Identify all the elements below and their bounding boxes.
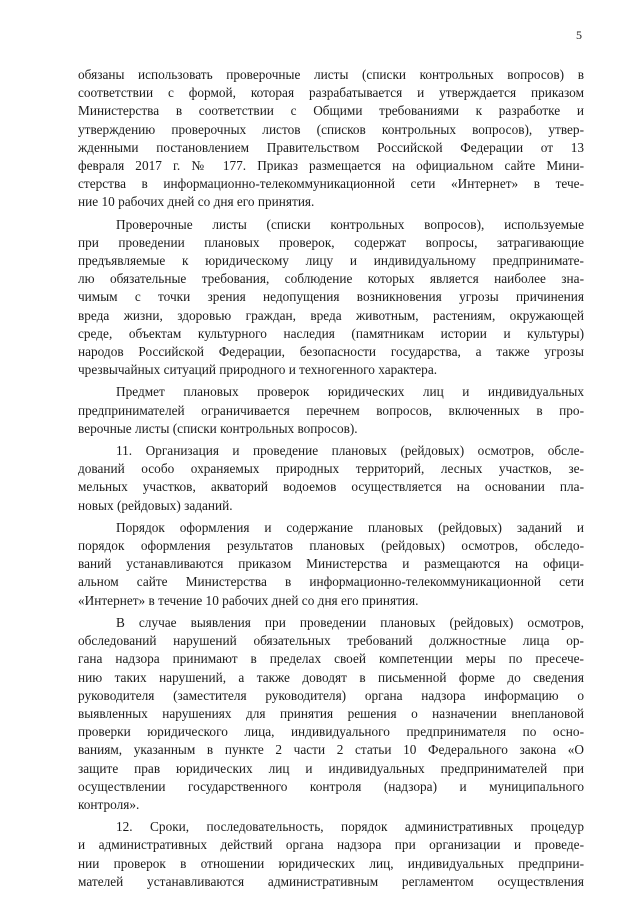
text-line: Проверочные листы (списки контрольных вопросов), используемые — [116, 216, 584, 232]
text-line: В случае выявления при проведении плановых (рейдовых) осмотров, — [116, 614, 584, 630]
text-line: февраля 2017 г. № 177. Приказ размещается на официальном сайте Мини- — [78, 158, 584, 174]
text-line: чрезвычайных ситуаций природного и техногенного характера. — [78, 362, 438, 378]
text-line: нию таких нарушений, а также доводят в письменной форме до сведения — [78, 669, 584, 685]
text-line: осуществлении государственного контроля (надзора) и муниципального — [78, 778, 584, 794]
paragraph — [78, 216, 584, 380]
text-line: проверки юридического лица, индивидуального предпринимателя по осно- — [78, 724, 584, 740]
text-line: при проведении плановых проверок, содержат вопросы, затрагивающие — [78, 234, 584, 250]
text-line: обязаны использовать проверочные листы (списки контрольных вопросов) в — [78, 67, 584, 82]
text-line: утверждению проверочных листов (списков контрольных вопросов), утвер- — [78, 121, 584, 137]
text-line: обследований нарушений обязательных требований должностные лица ор- — [78, 633, 584, 649]
text-line: чимым с точки зрения недопущения возникновения угрозы причинения — [78, 289, 584, 305]
text-line: контроля». — [78, 796, 140, 812]
text-line: Предмет плановых проверок юридических лиц и индивидуальных — [116, 384, 584, 400]
text-line: среде, объектам культурного наследия (памятникам истории и культуры) — [78, 325, 584, 341]
page-number: 5 — [576, 28, 582, 42]
text-line: гана надзора принимают в пределах своей компетенции меры по пресече- — [78, 651, 584, 667]
text-line: руководителя (заместителя руководителя) органа надзора информацию о — [78, 687, 584, 703]
paragraph — [78, 614, 584, 814]
text-line: ваниям, указанным в пункте 2 части 2 статьи 10 Федерального закона «О — [78, 742, 584, 758]
text-line: защите прав юридических лиц и индивидуальных предпринимателей при — [78, 760, 584, 776]
text-line: порядок оформления результатов плановых (рейдовых) осмотров, обследо- — [78, 538, 584, 554]
text-line: стерства в информационно-телекоммуникационной сети «Интернет» в тече- — [78, 176, 584, 192]
paragraph — [78, 519, 584, 610]
text-line: ние 10 рабочих дней со дня его принятия. — [78, 194, 315, 210]
document-body — [78, 66, 584, 895]
text-line: дований особо охраняемых природных территорий, лесных участков, зе- — [78, 461, 584, 477]
text-line: лю обязательные требования, соблюдение которых является наиболее зна- — [78, 271, 584, 287]
text-line: предъявляемые к юридическому лицу и индивидуальному предпринимате- — [78, 253, 584, 269]
text-line: нии проверок в отношении юридических лиц, индивидуальных предприни- — [78, 855, 584, 871]
text-line: мателей устанавливаются административным регламентом осуществления — [78, 873, 584, 889]
text-line: 12. Сроки, последовательность, порядок административных процедур — [116, 819, 584, 835]
text-line: и административных действий органа надзора при организации и проведе- — [78, 837, 584, 853]
text-line: «Интернет» в течение 10 рабочих дней со дня его принятия. — [78, 592, 419, 608]
text-line: народов Российской Федерации, безопасности государства, а также угрозы — [78, 344, 584, 360]
text-line: Министерства в соответствии с Общими требованиями к разработке и — [78, 103, 584, 119]
text-line: альном сайте Министерства в информационно-телекоммуникационной сети — [78, 574, 584, 590]
paragraph — [78, 442, 584, 515]
text-line: Порядок оформления и содержание плановых (рейдовых) заданий и — [116, 519, 584, 535]
text-line: мельных участков, акваторий водоемов осуществляется на основании пла- — [78, 479, 584, 495]
paragraph — [78, 818, 584, 891]
paragraph — [78, 383, 584, 438]
text-line: предпринимателей ограничивается перечнем вопросов, включенных в про- — [78, 402, 584, 418]
text-line: верочные листы (списки контрольных вопросов). — [78, 420, 358, 436]
text-line: выявленных нарушениях для принятия решения о назначении внеплановой — [78, 705, 584, 721]
text-line: вреда жизни, здоровью граждан, вреда животным, растениям, окружающей — [78, 307, 584, 323]
paragraph — [78, 66, 584, 212]
text-line: соответствии с формой, которая разрабатывается и утверждается приказом — [78, 85, 584, 101]
text-line: жденными постановлением Правительством Российской Федерации от 13 — [78, 139, 584, 155]
text-line: новых (рейдовых) заданий. — [78, 497, 233, 513]
text-line: 11. Организация и проведение плановых (рейдовых) осмотров, обсле- — [116, 443, 584, 459]
text-line: ваний устанавливаются приказом Министерства и размещаются на офици- — [78, 556, 584, 572]
